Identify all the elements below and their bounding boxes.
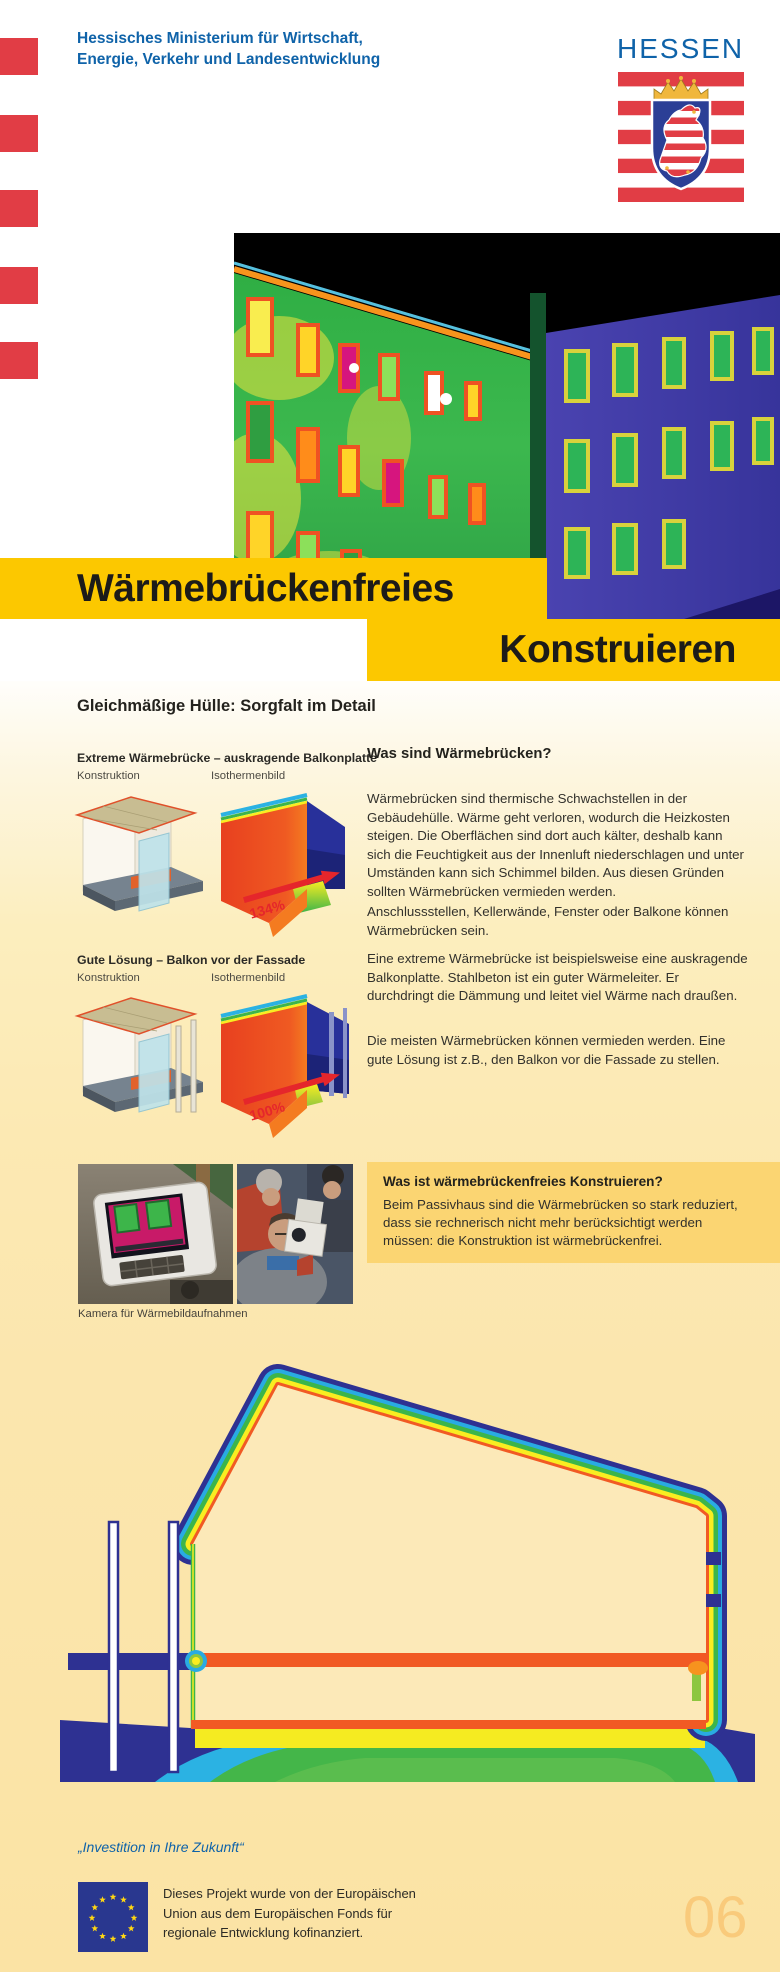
eu-flag-icon	[78, 1882, 148, 1952]
ministry-line2: Energie, Verkehr und Landesentwicklung	[77, 51, 381, 68]
article-paragraph: Wärmebrücken sind thermische Schwachstellen in der Gebäudehülle. Wärme geht verloren, wodurch die Heizkosten steigen. Die Oberflächen sind dort auch kälter, deshalb kann sich die Feuchtigkeit aus der Innenluft niederschlagen und unter Umständen kann sich Schimmel bilden. Aus diesen Gründen sollten Wärmebrücken vermieden werden.	[367, 791, 744, 899]
title-band-1	[0, 558, 547, 619]
section-title: Gleichmäßige Hülle: Sorgfalt im Detail	[77, 697, 376, 715]
diagram2-construction-label: Konstruktion	[77, 972, 140, 984]
photo-caption: Kamera für Wärmebildaufnahmen	[78, 1308, 248, 1320]
upper-floor-slab	[191, 1653, 706, 1667]
foundation-slab	[195, 1728, 705, 1748]
article-heading: Was sind Wärmebrücken?	[367, 746, 552, 762]
diagram1-percent-label: 134%	[247, 896, 287, 922]
eu-funding-text: Dieses Projekt wurde von der Europäischen Union aus dem Europäischen Fonds für regionale Entwicklung kofinanziert.	[163, 1886, 416, 1940]
diagram1-isotherm-image	[211, 789, 356, 939]
article-paragraph: Die meisten Wärmebrücken können vermieden werden. Eine gute Lösung ist z.B., den Balkon vor die Fassade zu stellen.	[367, 1033, 726, 1067]
article-paragraph: Eine extreme Wärmebrücke ist beispielsweise eine auskragende Balkonplatte. Stahlbeton ist ein guter Wärmeleiter. Er durchdringt die Dämmung und leitet viel Wärme nach draußen.	[367, 951, 748, 1004]
ministry-header	[77, 28, 380, 70]
page-title-line2: Konstruieren	[499, 628, 736, 671]
red-square-marker	[0, 267, 38, 304]
diagram1-title: Extreme Wärmebrücke – auskragende Balkonplatte	[77, 751, 378, 765]
article-paragraph: Anschlussstellen, Kellerwände, Fenster oder Balkone können Wärmebrücken sein.	[367, 904, 729, 938]
infobox-body: Beim Passivhaus sind die Wärmebrücken so stark reduziert, dass sie rechnerisch nicht mehr berücksichtigt werden müssen: die Konstruktion ist wärmebrückenfrei.	[383, 1197, 738, 1248]
diagram2-isotherm-label: Isothermenbild	[211, 972, 286, 984]
page-number: 06	[683, 1885, 748, 1950]
ground-floor-slab	[191, 1720, 706, 1729]
red-square-marker	[0, 115, 38, 152]
hessen-shield	[652, 100, 710, 189]
diagram1-isotherm-label: Isothermenbild	[211, 770, 286, 782]
infobox-heading: Was ist wärmebrückenfreies Konstruieren?	[383, 1174, 663, 1189]
diagram1-construction-label: Konstruktion	[77, 770, 140, 782]
red-square-marker	[0, 38, 38, 75]
red-square-marker	[0, 190, 38, 227]
infobox	[367, 1162, 780, 1263]
footer-slogan: „Investition in Ihre Zukunft“	[78, 1839, 244, 1855]
diagram2-percent-label: 100%	[247, 1098, 287, 1124]
house-thermal-section	[60, 1362, 755, 1782]
people-with-camera-photo	[237, 1164, 353, 1304]
diagram2-construction-image	[73, 990, 205, 1140]
thermal-camera-photo	[78, 1164, 233, 1304]
diagram1-construction-image	[73, 789, 205, 939]
diagram2-title: Gute Lösung – Balkon vor der Fassade	[77, 953, 306, 967]
hessen-coat-of-arms-icon	[618, 72, 744, 202]
hessen-logo-text: HESSEN	[617, 33, 745, 64]
ministry-line1: Hessisches Ministerium für Wirtschaft,	[77, 30, 363, 47]
camera-device	[93, 1181, 217, 1286]
page-title-line1: Wärmebrückenfreies	[77, 566, 454, 610]
red-square-marker	[0, 342, 38, 379]
title-band-2	[367, 619, 780, 681]
diagram2-isotherm-image	[211, 990, 356, 1140]
house-interior	[193, 1385, 706, 1728]
balcony-post	[191, 1020, 196, 1112]
cold-building	[546, 295, 780, 619]
balcony-post	[176, 1026, 181, 1112]
